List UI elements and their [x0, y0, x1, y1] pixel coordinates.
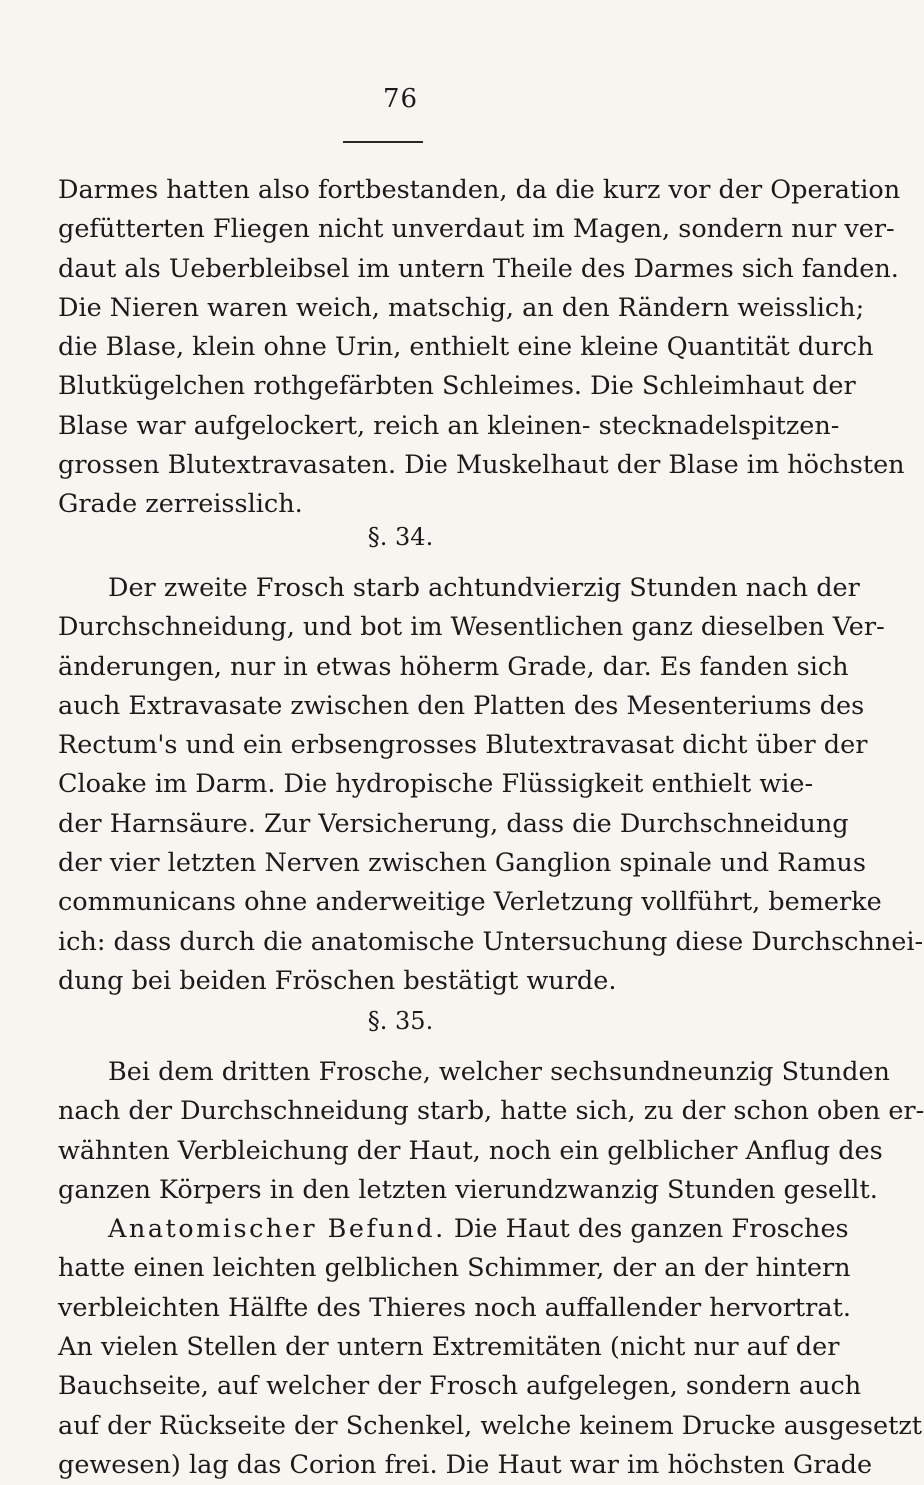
text-line: dung bei beiden Fröschen bestätigt wurde. — [58, 965, 617, 996]
text-line: grossen Blutextravasaten. Die Muskelhaut der Blase im höchsten — [58, 450, 905, 481]
text-line: nach der Durchschneidung starb, hatte sich, zu der schon oben er- — [58, 1096, 924, 1127]
paragraph-section-35 — [58, 1053, 924, 1485]
text-line: Durchschneidung, und bot im Wesentlichen ganz dieselben Ver- — [58, 612, 885, 643]
text-line: Grade zerreisslich. — [58, 489, 303, 520]
text-line: Die Nieren waren weich, matschig, an den Rändern weisslich; — [58, 292, 865, 323]
header-rule — [343, 141, 423, 143]
befund-label: Anatomischer Befund. — [108, 1214, 446, 1245]
paragraph-continuation — [58, 171, 905, 525]
text-line: wähnten Verbleichung der Haut, noch ein gelblicher Anflug des — [58, 1135, 883, 1166]
text-line: gefütterten Fliegen nicht unverdaut im Magen, sondern nur ver- — [58, 214, 895, 245]
text-line: Blase war aufgelockert, reich an kleinen- stecknadelspitzen- — [58, 410, 840, 441]
text-line: Blutkügelchen rothgefärbten Schleimes. Die Schleimhaut der — [58, 371, 856, 402]
text-line: ganzen Körpers in den letzten vierundzwanzig Stunden gesellt. — [58, 1174, 878, 1205]
text-line-befund — [58, 1210, 849, 1249]
text-line: hatte einen leichten gelblichen Schimmer, der an der hintern — [58, 1253, 851, 1284]
text-line: communicans ohne anderweitige Verletzung vollführt, bemerke — [58, 887, 882, 918]
text-line: Rectum's und ein erbsengrosses Blutextravasat dicht über der — [58, 730, 868, 761]
text-line: Bauchseite, auf welcher der Frosch aufgelegen, sondern auch — [58, 1371, 862, 1402]
befund-text: Die Haut des ganzen Frosches — [453, 1214, 849, 1245]
section-heading-34: §. 34. — [367, 523, 434, 551]
page-number: 76 — [382, 84, 419, 114]
text-line: der vier letzten Nerven zwischen Ganglion spinale und Ramus — [58, 848, 866, 879]
section-heading-35: §. 35. — [367, 1007, 434, 1035]
text-line: An vielen Stellen der untern Extremitäten (nicht nur auf der — [58, 1332, 840, 1363]
text-line: Darmes hatten also fortbestanden, da die kurz vor der Operation — [58, 175, 901, 205]
text-line: Bei dem dritten Frosche, welcher sechsundneunzig Stunden — [108, 1057, 890, 1087]
text-line: daut als Ueberbleibsel im untern Theile des Darmes sich fanden. — [58, 253, 899, 284]
text-line: Cloake im Darm. Die hydropische Flüssigkeit enthielt wie- — [58, 769, 814, 800]
text-line: gewesen) lag das Corion frei. Die Haut war im höchsten Grade — [58, 1449, 873, 1480]
text-line: auch Extravasate zwischen den Platten des Mesenteriums des — [58, 690, 865, 721]
text-line: die Blase, klein ohne Urin, enthielt eine kleine Quantität durch — [58, 332, 874, 363]
text-line: änderungen, nur in etwas höherm Grade, dar. Es fanden sich — [58, 651, 849, 682]
text-line: ich: dass durch die anatomische Untersuchung diese Durchschnei- — [58, 926, 924, 957]
text-line: verbleichten Hälfte des Thieres noch auffallender hervortrat. — [58, 1292, 851, 1323]
paragraph-section-34 — [58, 569, 924, 1001]
text-line: der Harnsäure. Zur Versicherung, dass die Durchschneidung — [58, 808, 849, 839]
text-line: Der zweite Frosch starb achtundvierzig Stunden nach der — [108, 573, 860, 603]
text-line: auf der Rückseite der Schenkel, welche keinem Drucke ausgesetzt — [58, 1410, 923, 1441]
